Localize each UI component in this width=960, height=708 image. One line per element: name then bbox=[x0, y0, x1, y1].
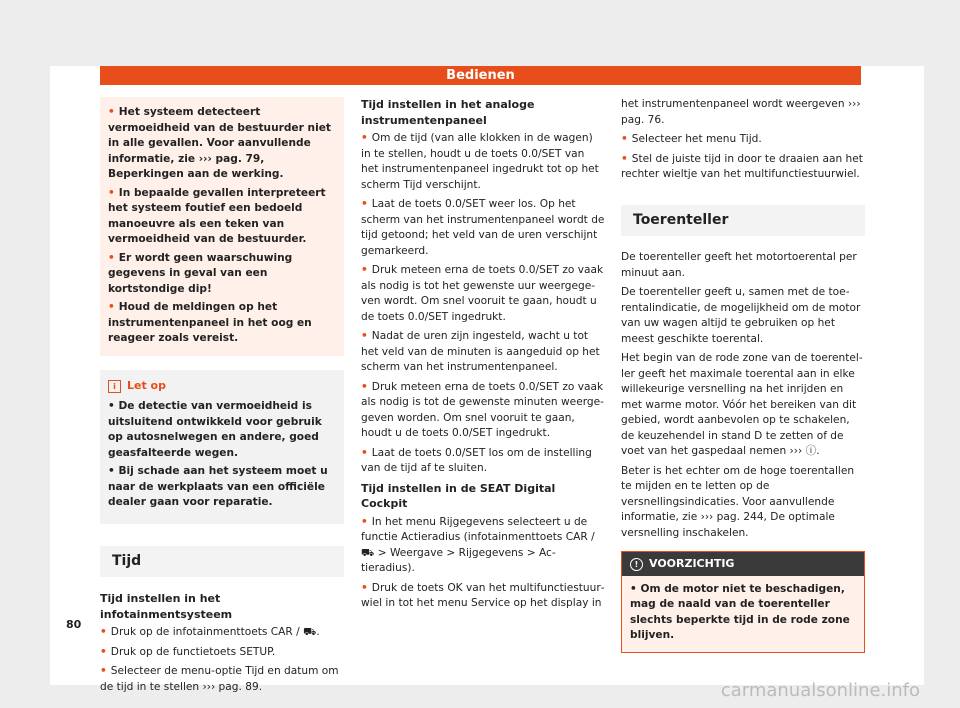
subheading-infotainment: Tijd instellen in het infotainmentsysteem bbox=[100, 592, 233, 621]
paragraph: Beter is het echter om de hoge toerentallen te mijden en te letten op de versnellingsindicaties. Voor aanvullende informatie, zie ››› pag. 244, De optimale versnelling inschakelen. bbox=[621, 464, 855, 539]
warning-item: • Houd de meldingen op het instrumentenpaneel in het oog en reageer zoals vereist. bbox=[108, 300, 336, 347]
warning-box bbox=[100, 97, 344, 356]
step-item: • Laat de toets 0.0/SET weer los. Op het scherm van het instrumentenpaneel wordt de tijd getoond; het veld van de uren verschijnt gemarkeerd. bbox=[361, 197, 605, 259]
step-item: • In het menu Rijgegevens selecteert u de functie Actieradius (infotainmenttoets CAR / ⛟ > Weergave > Rijgegevens > Actieradius). bbox=[361, 515, 605, 577]
note-item: • Bij schade aan het systeem moet u naar de werkplaats van een officiële dealer gaan voor reparatie. bbox=[108, 465, 328, 508]
section-title-tijd: Tijd bbox=[100, 546, 344, 578]
continuation-text: het instrumentenpaneel wordt weergeven ››› pag. 76. bbox=[621, 98, 861, 126]
step-item: • Druk meteen erna de toets 0.0/SET zo vaak als nodig is tot het gewenste uur weergegeven wordt. Om snel vooruit te gaan, houdt u de toets 0.0/SET ingedrukt. bbox=[361, 263, 605, 325]
step-item: • Druk de toets OK van het multifunctiestuurwiel in tot het menu Service op het display in bbox=[361, 581, 605, 612]
step-item: • Druk meteen erna de toets 0.0/SET zo vaak als nodig is tot de gewenste minuten weergegeven worden. Om snel vooruit te gaan, houdt u de toets 0.0/SET ingedrukt. bbox=[361, 380, 605, 442]
subheading-digital-cockpit: Tijd instellen in de SEAT Digital Cockpit bbox=[361, 481, 556, 510]
watermark: carmanualsonline.info bbox=[720, 680, 920, 701]
caution-heading bbox=[622, 552, 864, 576]
note-item: • De detectie van vermoeidheid is uitsluitend ontwikkeld voor gebruik op autosnelwegen en andere, goed geasfalteerde wegen. bbox=[108, 400, 322, 459]
step-item: • Druk op de functietoets SETUP. bbox=[100, 645, 344, 661]
caution-box bbox=[621, 551, 865, 653]
caution-icon: ! bbox=[630, 558, 643, 571]
page-number: 80 bbox=[66, 618, 82, 631]
chapter-header: Bedienen bbox=[100, 66, 861, 85]
column-left bbox=[100, 97, 344, 699]
step-item: • Nadat de uren zijn ingesteld, wacht u tot het veld van de minuten is aangeduid op het scherm van het instrumentenpaneel. bbox=[361, 329, 605, 376]
warning-item: • In bepaalde gevallen interpreteert het systeem foutief een bedoeld manoeuvre als een teken van vermoeidheid van de bestuurder. bbox=[108, 186, 336, 248]
step-item: • Om de tijd (van alle klokken in de wagen) in te stellen, houdt u de toets 0.0/SET van het instrumentenpaneel ingedrukt tot op het scherm Tijd verschijnt. bbox=[361, 131, 605, 193]
caution-title: VOORZICHTIG bbox=[649, 557, 735, 570]
column-right bbox=[621, 97, 865, 653]
paragraph: Het begin van de rode zone van de toerenteller geeft het maximale toerental aan in elke willekeurige versnelling na het inrijden en met warme motor. Vóór het bereiken van dit gebied, wordt aanbevolen op te schakelen, de keuzehendel in stand D te zetten of de voet van het gaspedaal nemen ››› ⓘ. bbox=[621, 352, 863, 457]
step-item: • Selecteer het menu Tijd. bbox=[621, 132, 865, 148]
step-item: • Druk op de infotainmenttoets CAR / ⛟. bbox=[100, 625, 344, 641]
note-box bbox=[100, 370, 344, 524]
warning-item: • Er wordt geen waarschuwing gegevens in geval van een kortstondige dip! bbox=[108, 251, 336, 298]
info-icon: i bbox=[108, 380, 121, 393]
section-title-toerenteller: Toerenteller bbox=[621, 205, 865, 237]
note-heading bbox=[108, 378, 336, 394]
paragraph: De toerenteller geeft u, samen met de toerentalindicatie, de mogelijkheid om de motor van uw wagen altijd te gebruiken op het meest geschikte toerental. bbox=[621, 286, 861, 345]
warning-item: • Het systeem detecteert vermoeidheid van de bestuurder niet in alle gevallen. Voor aanvullende informatie, zie ››› pag. 79, Beperkingen aan de werking. bbox=[108, 105, 336, 183]
subheading-analog: Tijd instellen in het analoge instrumentenpaneel bbox=[361, 98, 535, 127]
paragraph: De toerenteller geeft het motortoerental per minuut aan. bbox=[621, 251, 857, 279]
note-title: Let op bbox=[127, 378, 166, 392]
column-middle bbox=[361, 97, 605, 616]
caution-body: • Om de motor niet te beschadigen, mag de naald van de toerenteller slechts beperkte tijd in de rode zone blijven. bbox=[630, 582, 850, 641]
step-item: • Laat de toets 0.0/SET los om de instelling van de tijd af te sluiten. bbox=[361, 446, 605, 477]
step-item: • Selecteer de menu-optie Tijd en datum om de tijd in te stellen ››› pag. 89. bbox=[100, 664, 344, 695]
step-item: • Stel de juiste tijd in door te draaien aan het rechter wieltje van het multifunctiestuurwiel. bbox=[621, 152, 865, 183]
